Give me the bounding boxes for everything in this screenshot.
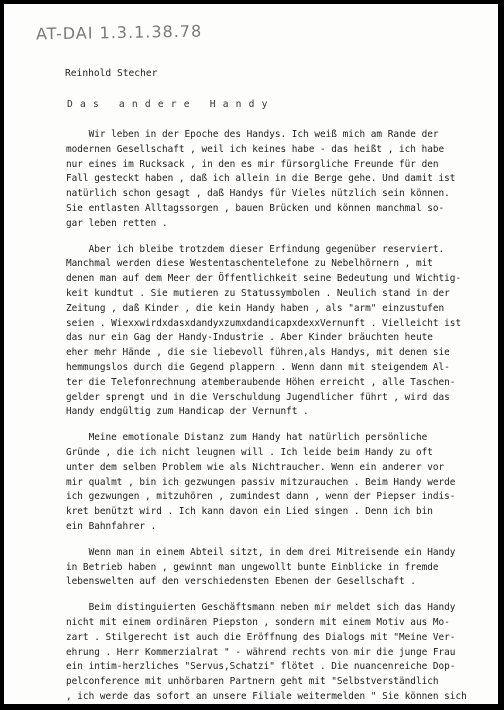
text-line: nicht mit einem ordinären Piepston , sondern mit einem Motiv aus Mo- <box>66 616 450 628</box>
text-line: kret benützt wird . Ich kann davon ein Lied singen . Denn ich bin <box>66 506 433 518</box>
text-line: Wir leben in der Epoche des Handys. Ich weiß mich am Rande der <box>66 129 439 140</box>
paragraph <box>66 431 486 535</box>
text-line: , ich werde das sofort an unsere Filiale weitermelden " Sie können sich <box>66 690 467 702</box>
document-page <box>4 4 498 704</box>
text-line: gelder sprengt und in die Verschuldung Jugendlicher führt , wird das <box>66 391 450 403</box>
text-line: Gründe , die ich nicht leugnen will . Ich leide beim Handy zu oft <box>66 446 433 458</box>
text-line: mir qualmt , bin ich gezwungen passiv mitzurauchen . Beim Handy werde <box>66 476 456 488</box>
text-line: ich gezwungen , mitzuhören , zumindest dann , wenn der Piepser indis- <box>66 491 456 503</box>
paragraph <box>66 546 486 590</box>
text-line: natürlich schon gesagt , daß Handys für Vieles nützlich sein können. <box>66 188 450 200</box>
text-line: in Betrieb haben , gewinnt man ungewollt bunte Einblicke in fremde <box>66 561 439 573</box>
text-line: Handy endgültig zum Handicap der Vernunft . <box>66 406 309 418</box>
text-line: Beim distinguierten Geschäftsmann neben mir meldet sich das Handy <box>66 602 456 614</box>
text-line: ein intim-herzliches "Servus,Schatzi" flötet . Die nuancenreiche Dop- <box>66 661 456 673</box>
paragraph <box>66 243 486 421</box>
text-line: Sie entlasten Alltagssorgen , bauen Brücken und können manchmal so- <box>66 202 445 214</box>
text-line: zart . Stilgerecht ist auch die Eröffnung des Dialogs mit "Meine Ver- <box>66 631 456 643</box>
text-line: Zeitung , daß Kinder , die kein Handy haben , als "arm" einzustufen <box>66 302 445 314</box>
text-line: modernen Gesellschaft , weil ich keines habe - das heißt , ich habe <box>66 143 445 155</box>
archive-stamp: AT-DAI 1.3.1.38.78 <box>35 21 203 44</box>
text-line: Manchmal werden diese Westentaschentelefone zu Nebelhörnern , mit <box>66 258 433 270</box>
text-line: nur eines im Rucksack , in den es mir fürsorgliche Freunde für den <box>66 158 439 170</box>
text-line: eher mehr Hände , die sie liebevoll führen,als Handys, mit denen sie <box>66 347 450 359</box>
text-line: seien . WiexxwirdxdasxdandyxzumxdandicapxdexxVernunft . Vielleicht ist <box>66 317 462 329</box>
text-line: ehrung . Herr Kommerzialrat " - während rechts von mir die junge Frau <box>66 646 456 658</box>
text-line: pelconference mit unhörbaren Partnern geht mit "Selbstverständlich <box>66 676 439 688</box>
paragraph <box>66 601 486 704</box>
text-line: denen man auf dem Meer der Öffentlichkeit seine Bedeutung und Wichtig- <box>66 273 462 285</box>
author-name: Reinhold Stecher <box>65 68 158 79</box>
text-line: keit kundtut . Sie mutieren zu Statussymbolen . Neulich stand in der <box>66 287 450 299</box>
text-line: lebenswelten auf den verschiedensten Ebenen der Gesellschaft . <box>66 576 416 588</box>
paragraph <box>66 128 486 232</box>
text-line: gar leben retten . <box>66 217 168 229</box>
text-line: unter dem selben Problem wie als Nichtraucher. Wenn ein anderer vor <box>66 461 445 473</box>
document-body <box>66 128 486 704</box>
text-line: Fall gesteckt haben , daß ich allein in die Berge gehe. Und damit ist <box>66 173 456 185</box>
document-title: Das andere Handy <box>67 99 275 110</box>
text-line: das nur ein Gag der Handy-Industrie . Aber Kinder bräuchten heute <box>66 332 433 344</box>
text-line: hemmungslos durch die Gegend plappern . Wenn dann mit steigendem Al- <box>66 361 450 373</box>
text-line: Wenn man in einem Abteil sitzt, in dem drei Mitreisende ein Handy <box>66 546 456 558</box>
text-line: ter die Telefonrechnung atemberaubende Höhen erreicht , alle Taschen- <box>66 376 456 388</box>
text-line: Meine emotionale Distanz zum Handy hat natürlich persönliche <box>66 432 428 444</box>
text-line: ein Bahnfahrer . <box>66 520 157 532</box>
text-line: Aber ich bleibe trotzdem dieser Erfindung gegenüber reserviert. <box>66 243 445 255</box>
